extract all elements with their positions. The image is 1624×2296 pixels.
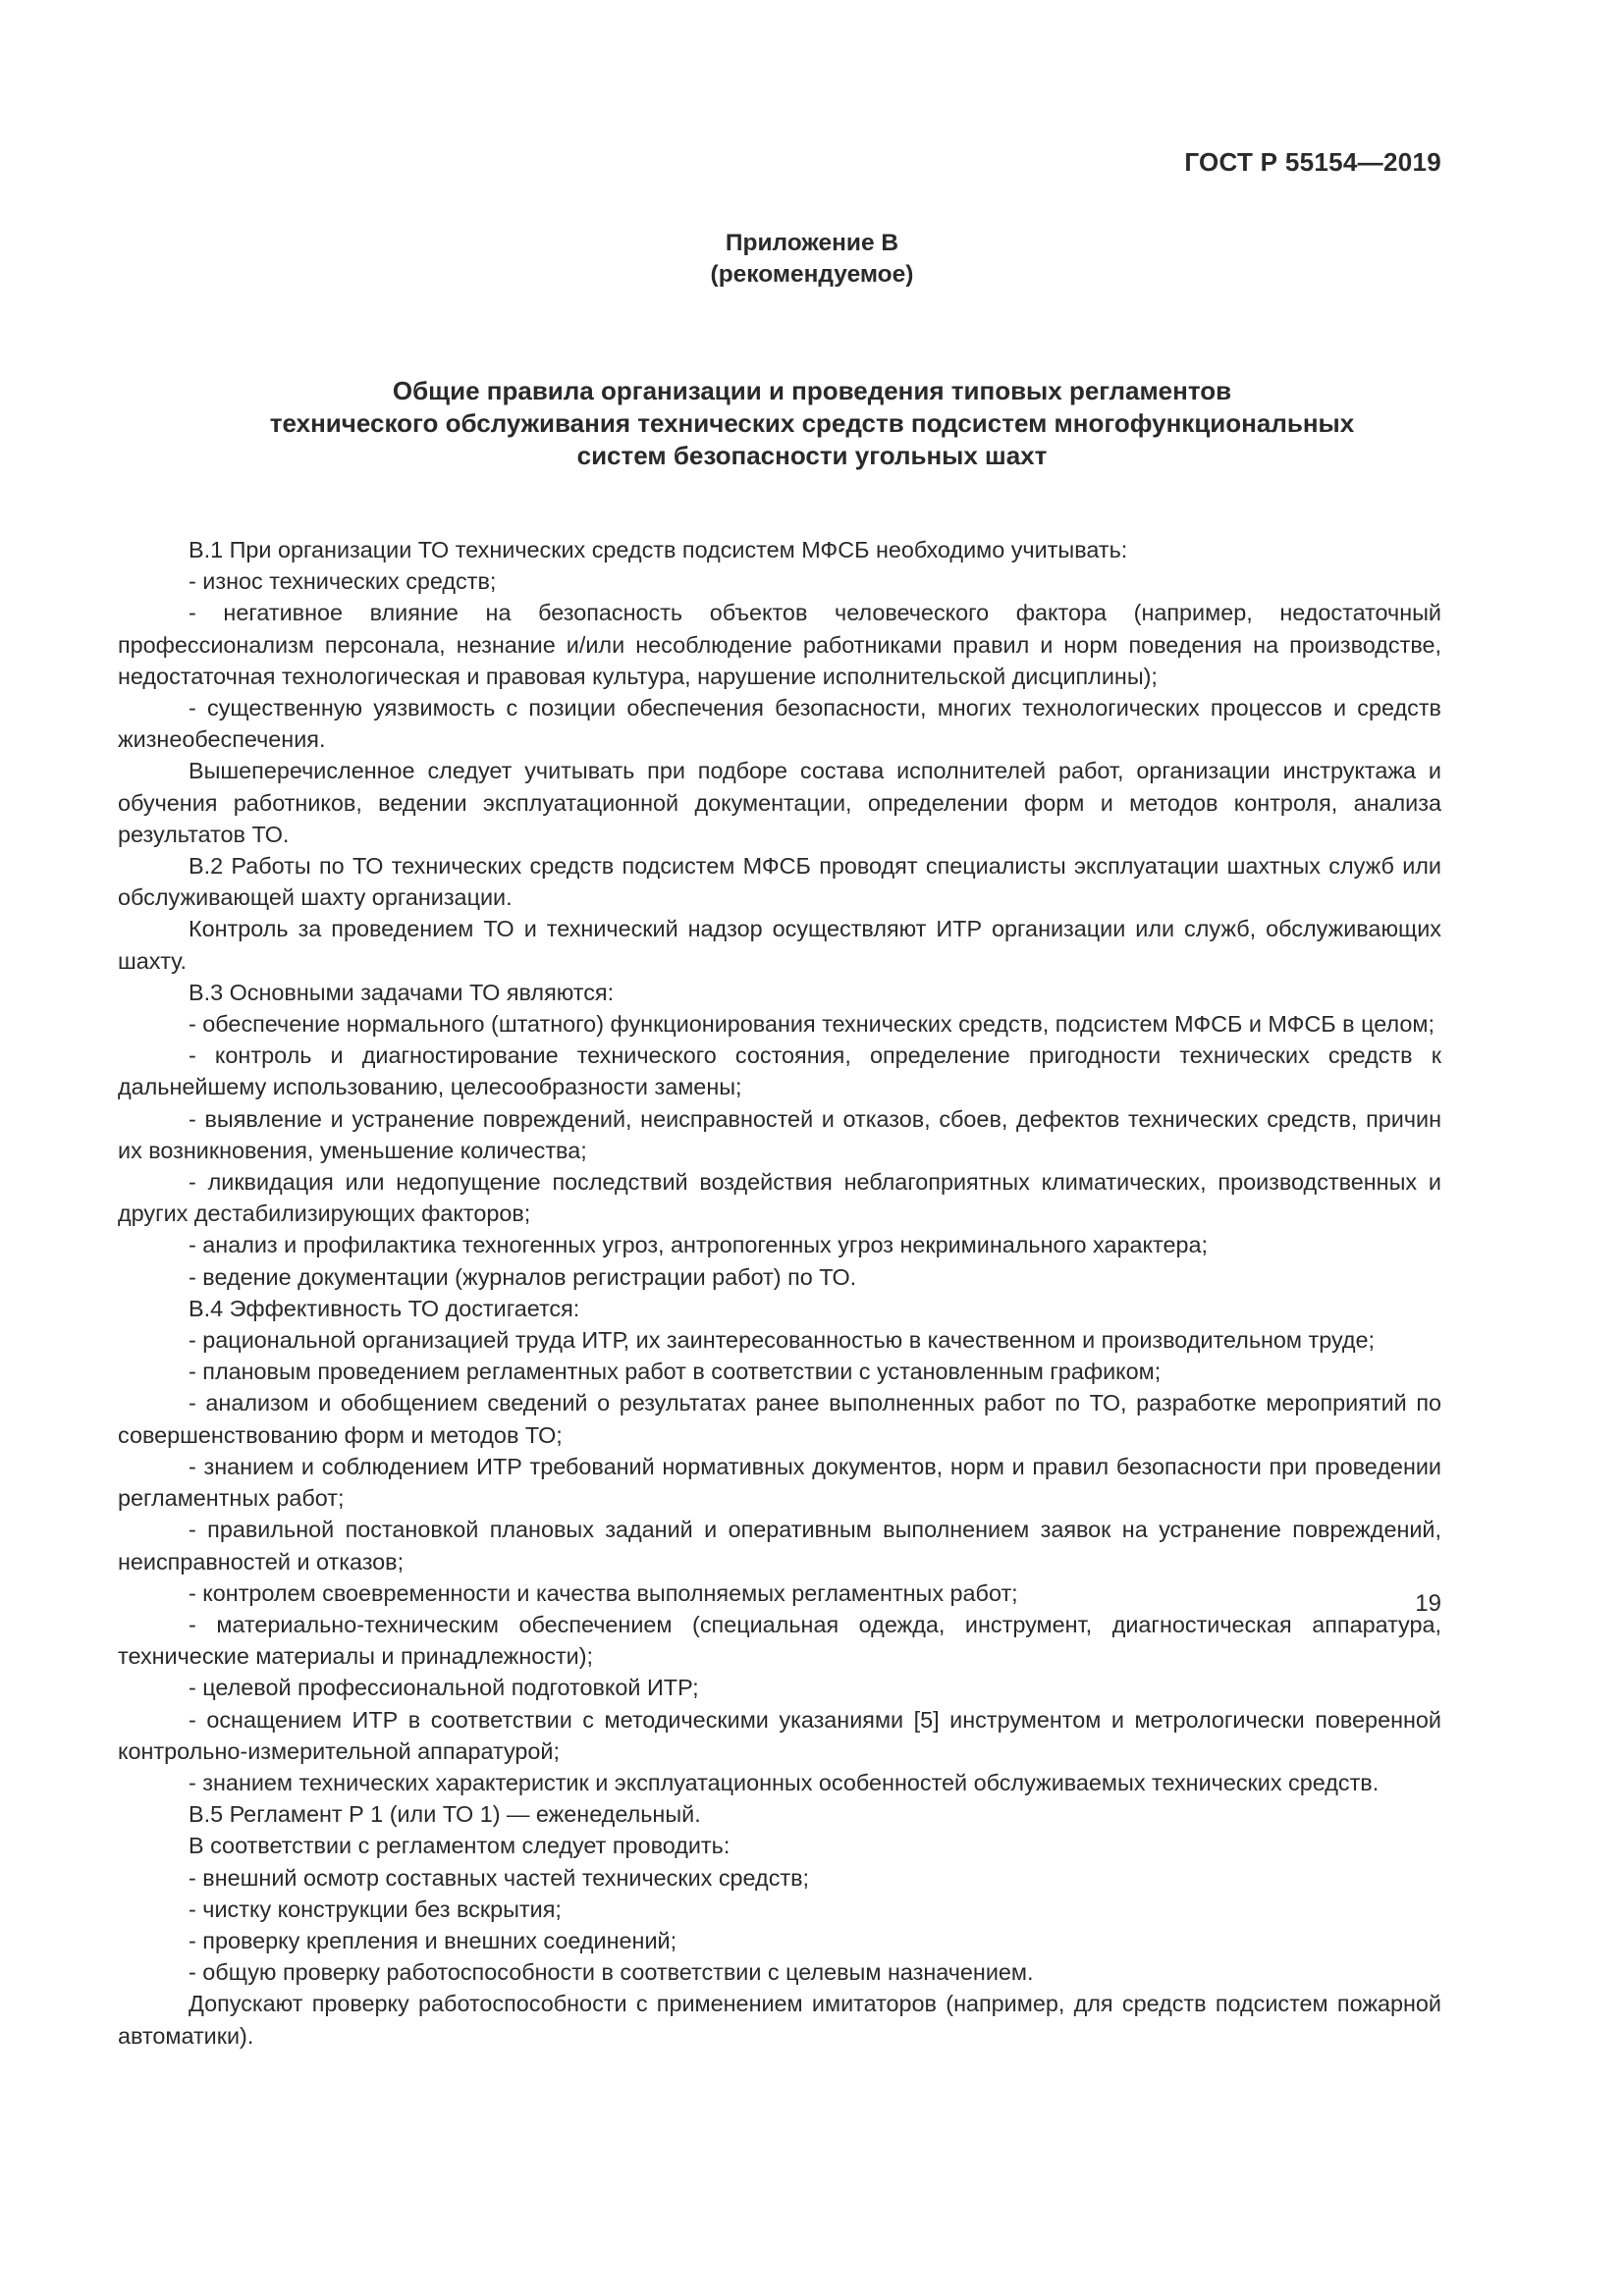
title-line: систем безопасности угольных шахт [576,441,1048,470]
title-line: Общие правила организации и проведения типовых регламентов [392,376,1232,405]
list-item: - знанием и соблюдением ИТР требований нормативных документов, норм и правил безопасности при проведении регламентных работ; [118,1453,1441,1512]
list-item: - выявление и устранение повреждений, неисправностей и отказов, сбоев, дефектов технических средств, причин их возникновения, уменьшение количества; [118,1105,1441,1163]
list-item: - обеспечение нормального (штатного) функционирования технических средств, подсистем МФСБ и МФСБ в целом; [189,1011,1435,1038]
paragraph: В.5 Регламент Р 1 (или ТО 1) — еженедельный. [189,1801,701,1828]
list-item: - оснащением ИТР в соответствии с методическими указаниями [5] инструментом и метрологически поверенной контрольно-измерительной аппаратурой; [118,1706,1441,1764]
appendix-heading [0,228,1624,291]
list-item: - целевой профессиональной подготовкой ИТР; [189,1675,699,1701]
paragraph: Допускают проверку работоспособности с применением имитаторов (например, для средств подсистем пожарной автоматики). [118,1991,1441,2049]
list-item: - анализ и профилактика техногенных угроз, антропогенных угроз некриминального характера; [189,1232,1208,1258]
list-item: - проверку крепления и внешних соединений; [189,1927,677,1953]
list-item: - правильной постановкой плановых заданий и оперативным выполнением заявок на устранение повреждений, неисправностей и отказов; [118,1517,1441,1575]
page-number: 19 [1415,1590,1441,1617]
list-item: - чистку конструкции без вскрытия; [189,1896,562,1922]
list-item: - контролем своевременности и качества выполняемых регламентных работ; [189,1579,1018,1606]
title-line: технического обслуживания технических средств подсистем многофункциональных [269,408,1355,438]
list-item: - негативное влияние на безопасность объектов человеческого фактора (например, недостаточный профессионализм персонала, незнание и/или несоблюдение работниками правил и норм поведения на производстве, недостаточная технологическая и правовая культура, нарушение исполнительской дисциплины); [118,600,1441,689]
list-item: - ликвидация или недопущение последствий воздействия неблагоприятных климатических, производственных и других дестабилизирующих факторов; [118,1169,1441,1227]
list-item: - рациональной организацией труда ИТР, их заинтересованностью в качественном и производительном труде; [189,1327,1376,1354]
appendix-status: (рекомендуемое) [710,261,914,288]
list-item: - общую проверку работоспособности в соответствии с целевым назначением. [189,1959,1034,1986]
list-item: - износ технических средств; [189,568,497,595]
appendix-label: Приложение В [725,230,899,256]
paragraph: В.2 Работы по ТО технических средств подсистем МФСБ проводят специалисты эксплуатации шахтных служб или обслуживающей шахту организации. [118,853,1441,911]
list-item: - анализом и обобщением сведений о результатах ранее выполненных работ по ТО, разработке мероприятий по совершенствованию форм и методов ТО; [118,1390,1441,1448]
paragraph: В соответствии с регламентом следует проводить: [189,1833,731,1859]
list-item: - контроль и диагностирование технического состояния, определение пригодности технических средств к дальнейшему использованию, целесообразности замены; [118,1042,1441,1100]
list-item: - ведение документации (журналов регистрации работ) по ТО. [189,1263,857,1290]
list-item: - знанием технических характеристик и эксплуатационных особенностей обслуживаемых технических средств. [189,1769,1380,1795]
paragraph: В.4 Эффективность ТО достигается: [189,1295,580,1321]
document-code: ГОСТ Р 55154—2019 [1184,147,1441,177]
list-item: - внешний осмотр составных частей технических средств; [189,1864,810,1891]
paragraph: В.1 При организации ТО технических средств подсистем МФСБ необходимо учитывать: [189,537,1128,562]
list-item: - материально-техническим обеспечением (специальная одежда, инструмент, диагностическая аппаратура, технические материалы и принадлежности); [118,1611,1441,1670]
list-item: - плановым проведением регламентных работ в соответствии с установленным графиком; [189,1359,1162,1385]
paragraph: В.3 Основными задачами ТО являются: [189,979,615,1005]
paragraph: Контроль за проведением ТО и технический надзор осуществляют ИТР организации или служб, обслуживающих шахту. [118,916,1441,974]
body-text [118,534,1441,2052]
section-title [0,375,1624,472]
list-item: - существенную уязвимость с позиции обеспечения безопасности, многих технологических процессов и средств жизнеобеспечения. [118,695,1441,753]
paragraph: Вышеперечисленное следует учитывать при подборе состава исполнителей работ, организации инструктажа и обучения работников, ведении эксплуатационной документации, определении форм и методов контроля, анализа результатов ТО. [118,758,1441,847]
